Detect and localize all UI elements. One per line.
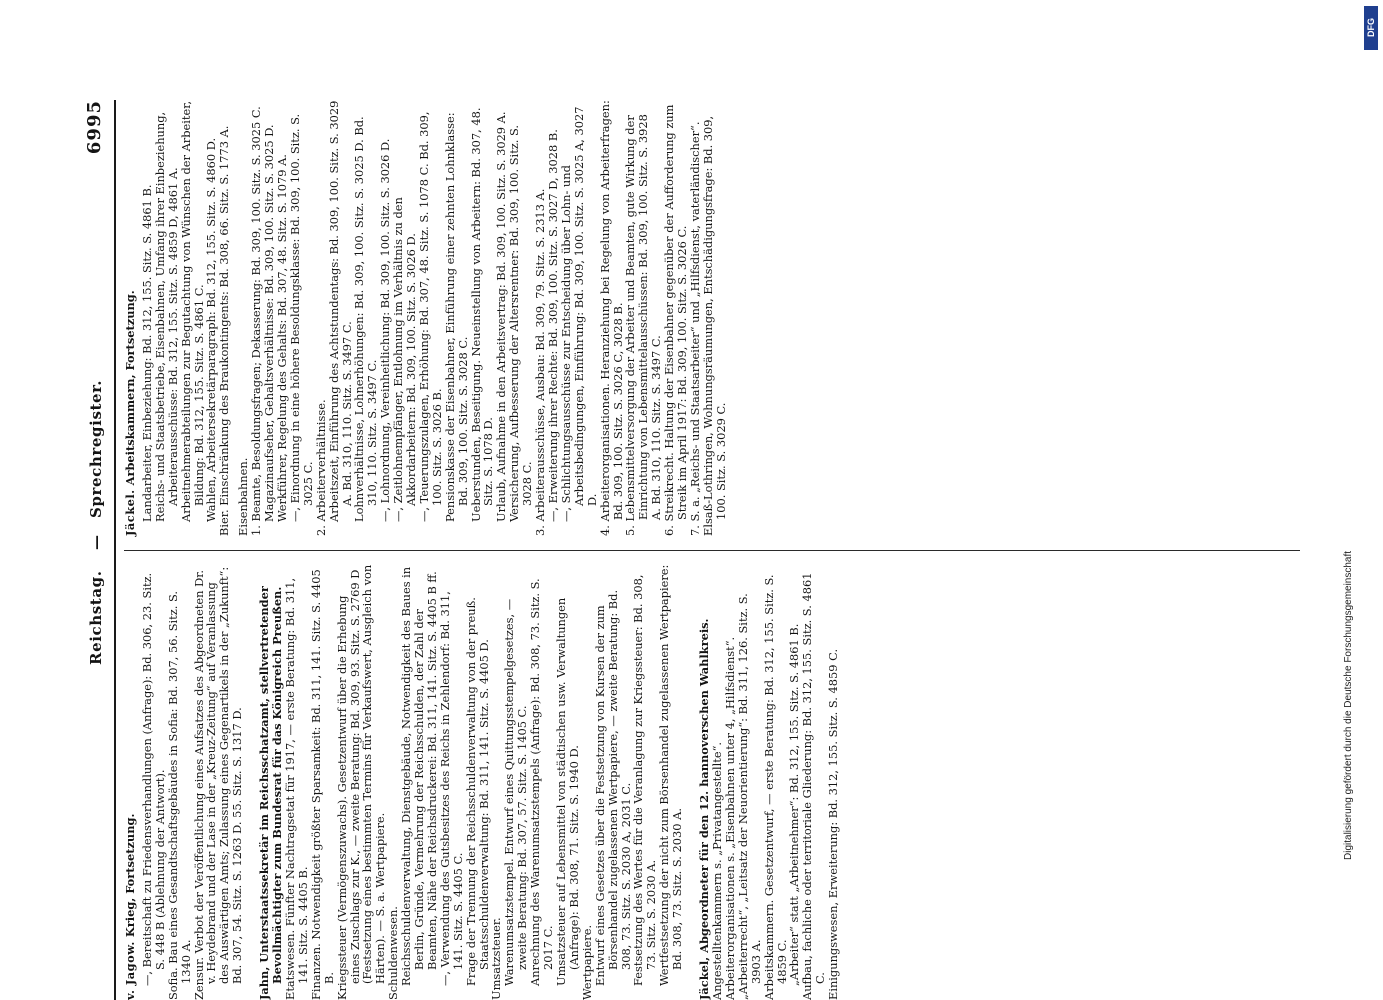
index-entry: Kriegssteuer (Vermögenszuwachs). Gesetzentwurf über die Erhebung eines Zuschlags zur K., — zweite Beratung: Bd. 309, 93. Sitz. S. 2769 D (Festsetzung eines bestimmten Termins für Verkaufswert, Ausgleich von Härten). — S. a. Wertpapiere. [334,564,388,1000]
index-entry: —, Erweiterung ihrer Rechte: Bd. 309, 100. Sitz. S. 3027 D, 3028 B. [546,129,560,522]
index-entry: Umsatzsteuer auf Lebensmittel von städtischen usw. Verwaltungen (Anfrage): Bd. 308, 71. Sitz. S. 1940 D. [554,597,581,986]
index-subheading: Eisenbahnen. [236,457,251,536]
index-entry: Urlaub, Aufnahme in den Arbeitsvertrag: Bd. 309, 100. Sitz. S. 3029 A. [494,111,509,522]
index-entry: Wertfestsetzung der nicht zum Börsenhandel zugelassenen Wertpapiere: Bd. 308, 73. Sitz. S. 2030 A. [657,564,685,986]
topic-continued: Arbeitskammern, Fortsetzung. [123,290,137,490]
index-entry: Sofia. Bau eines Gesandtschaftsgebäudes in Sofia: Bd. 307, 56. Sitz. S. 1340 A. [165,591,193,1000]
left-column-heading [124,564,137,1000]
column-divider [124,550,1300,551]
speaker-entry: Jahn, Unterstaatssekretär im Reichsschatzamt, stellvertretender Bevollmächtigter zum Bundesrat für das Königreich Preußen. [257,586,285,1000]
index-entry: Werkführer, Regelung des Gehalts: Bd. 307, 48. Sitz. S. 1079 A. [274,154,289,522]
digitization-credit: Digitalisierung gefördert durch die Deutsche Forschungsgemeinschaft [1343,550,1354,860]
index-entry: 3. Arbeiterausschüsse, Ausbau: Bd. 309, 79. Sitz. S. 2313 A. [533,188,548,536]
index-entry: Einigungswesen, Erweiterung: Bd. 312, 155. Sitz. S. 4859 C. [826,648,841,1000]
index-entry: —, Schlichtungsausschüsse zur Entscheidung über Lohn- und Arbeitsbedingungen, Einführung: Bd. 309, 100. Sitz. S. 3025 A, 3027 D. [558,106,599,522]
index-entry: Festsetzung des Wertes für die Veranlagung zur Kriegssteuer: Bd. 308, 73. Sitz. S. 2030 A. [631,574,659,986]
index-entry: Arbeitskammern. Gesetzentwurf, — erste Beratung: Bd. 312, 155. Sitz. S. 4859 C. [761,574,789,1000]
rotated-page [80,100,1310,1000]
index-entry: —, Einordnung in eine höhere Besoldungsklasse: Bd. 309, 100. Sitz. S. 3025 C. [287,113,315,522]
page-header [80,100,116,1000]
index-entry: Aufbau, fachliche oder territoriale Gliederung: Bd. 312, 155. Sitz. S. 4861 C. [800,572,828,1000]
index-entry: Arbeiterorganisationen s. „Eisenbahnen unter 4, „Hilfsdienst“. [722,636,737,1000]
index-entry: Pensionskasse der Eisenbahner, Einführung einer zehnten Lohnklasse: Bd. 309, 100. Sitz. S. 3028 C. [442,112,470,522]
index-entry: —, Zeitlohnempfänger, Entlohnung im Verhältnis zu den Akkordarbeitern: Bd. 309, 100. Sitz. S. 3026 D. [391,197,419,522]
page-number: 6995 [84,100,105,155]
header-reichstag: Reichstag. [87,570,105,665]
section-gap [684,564,698,1000]
index-subheading: Wertpapiere. [579,924,594,1000]
header-register-title: Sprechregister. [87,379,105,518]
index-entry: Lohnverhältnisse, Lohnerhöhungen: Bd. 309, 100. Sitz. S. 3025 D. Bd. 310, 110. Sitz. S. 3497 C. [352,116,380,522]
index-entry: 7. S. a. „Reichs- und Staatsarbeiter“ und „Hilfsdienst, vaterländischer“. [687,121,702,536]
index-entry: „Arbeiter“ statt „Arbeitnehmer“: Bd. 312, 155. Sitz. S. 4861 B. [787,623,802,986]
index-entry: Landarbeiter, Einbeziehung: Bd. 312, 155. Sitz. S. 4861 B. [139,184,154,522]
section-gap [244,564,258,1000]
index-entry: 5. Lebensmittelversorgung der Arbeiter und Beamten, gute Wirkung der Einrichtung von Lebensmittelausschüssen: Bd. 309, 100. Sitz. S. 3928 A. Bd. 310, 110. Sitz. S. 3497 C. [623,114,664,536]
index-subheading: Schuldenwesen. [386,906,401,1000]
index-entry: 4. Arbeiterorganisationen. Heranziehung bei Regelung von Arbeiterfragen: Bd. 309, 100. Sitz. S. 3026 C, 3028 B. [597,100,625,536]
index-entry: Zensur. Verbot der Veröffentlichung eines Aufsatzes des Abgeordneten Dr. v. Heydebrand und der Lase in der „Kreuz-Zeitung“ auf Veranlassung des Auswärtigen Amts; Zulassung eines Gegenartikels in der „Zukunft“: Bd. 307, 54. Sitz. S. 1263 D. 55. Sitz. S. 1317 D. [191,566,245,1000]
index-entry: Reichs- und Staatsbetriebe, Eisenbahnen, Umfang ihrer Einbeziehung, Arbeiterausschüsse: Bd. 312, 155. Sitz. S. 4859 D, 4861 A. [152,111,180,522]
index-entry: Reichsschuldenverwaltung, Dienstgebäude, Notwendigkeit des Baues in Berlin, Gründe, Vermehrung der Reichsschulden, der Zahl der Beamten, Nähe der Reichsdruckerei: Bd. 311, 141. Sitz. S. 4405 B ff. [399,566,439,986]
speaker-entry: Jäckel, Abgeordneter für den 12. hannoverschen Wahlkreis. [697,618,712,1000]
index-entry: Elsaß-Lothringen, Wohnungsräumungen, Entschädigungsfrage: Bd. 309, 100. Sitz. S. 3029 C. [700,115,728,536]
index-entry: —, Teuerungszulagen, Erhöhung: Bd. 307, 48. Sitz. S. 1078 C. Bd. 309, 100. Sitz. S. 3026 B. [416,111,444,522]
index-entry: 6. Streikrecht. Haltung der Eisenbahner gegenüber der Aufforderung zum Streik im April 1917: Bd. 309, 100. Sitz. S. 3026 C. [662,104,690,536]
index-entry: 2. Arbeiterverhältnisse. [313,399,328,536]
index-entry: —, Bereitschaft zu Friedensverhandlungen (Anfrage): Bd. 306, 23. Sitz. S. 448 B (Ablehnung der Antwort). [139,572,167,986]
index-entry: Bier. Einschränkung des Braukontingents: Bd. 308, 66. Sitz. S. 1773 A. [217,125,232,536]
index-entry: —, Verwendung des Gutsbesitzes des Reichs in Zehlendorf: Bd. 311, 141. Sitz. S. 4405 C. [437,591,465,986]
index-entry: Arbeitnehmerabteilungen zur Begutachtung von Wünschen der Arbeiter, Bildung: Bd. 312, 155. Sitz. S. 4861 C. [178,100,206,522]
index-entry: Frage der Trennung der Reichsschuldenverwaltung von der preuß. Staatsschuldenverwaltung: Bd. 311, 141. Sitz. S. 4405 D. [463,597,491,986]
index-entry: 1. Beamte, Besoldungsfragen; Dekasserung: Bd. 309, 100. Sitz. S. 3025 C. [249,106,264,536]
left-column [124,564,840,1000]
index-entry: Etatswesen. Fünfter Nachtragsetat für 1917, — erste Beratung: Bd. 311, 141. Sitz. S. 4405 B. [282,577,310,1000]
index-entry: Wahlen, Arbeitersekretärparagraph: Bd. 312, 155. Sitz. S. 4860 D. [204,137,219,522]
speaker-name: v. Jagow. [123,941,137,1000]
index-entry: —, Lohnordnung, Vereinheitlichung: Bd. 309, 100. Sitz. S. 3026 D. [378,138,393,522]
index-entry: Arbeitszeit, Einführung des Achtstundentags: Bd. 309, 100. Sitz. S. 3029 A. Bd. 310, 110. Sitz. S. 3497 C. [326,100,354,522]
right-column [124,100,728,536]
index-entry: Entwurf eines Gesetzes über die Festsetzung von Kursen der zum Börsenhandel zugelassenen Wertpapiere, — zweite Beratung: Bd. 308, 73. Sitz. S. 2030 A, 2031 C. [592,589,633,986]
index-entry: Anrechnung des Warenumsatzstempels (Anfrage): Bd. 308, 73. Sitz. S. 2017 C. [528,578,556,986]
index-entry: Versicherung, Aufbesserung der Altersrentner: Bd. 309, 100. Sitz. S. 3028 C. [507,124,535,522]
dfg-logo: DFG [1364,6,1378,50]
topic-continued: Krieg, Fortsetzung. [123,813,137,942]
speaker-name: Jäckel. [123,489,137,536]
index-entry: Warenumsatzstempel. Entwurf eines Quittungsstempelgesetzes, — zweite Beratung: Bd. 307, 57. Sitz. S. 1405 C. [502,598,530,986]
index-entry: „Arbeiterrecht“, „Leitsatz der Neuorientierung“: Bd. 311, 126. Sitz. S. 3903 A. [735,593,763,1000]
right-column-heading [124,100,137,536]
index-entry: Magazinaufseher, Gehaltsverhältnisse: Bd. 309, 100. Sitz. S. 3025 D. [262,124,277,522]
index-subheading: Umsatzsteuer. [489,917,504,1000]
header-separator: — [87,535,105,550]
index-entry: Finanzen. Notwendigkeit größter Sparsamkeit: Bd. 311, 141. Sitz. S. 4405 B. [308,569,336,1000]
index-entry: Angestelltenkammern s. „Privatangestellte“. [709,741,724,1000]
index-entry: Ueberstunden, Beseitigung. Neueinstellung von Arbeitern: Bd. 307, 48. Sitz. S. 1078 D. [468,107,496,522]
